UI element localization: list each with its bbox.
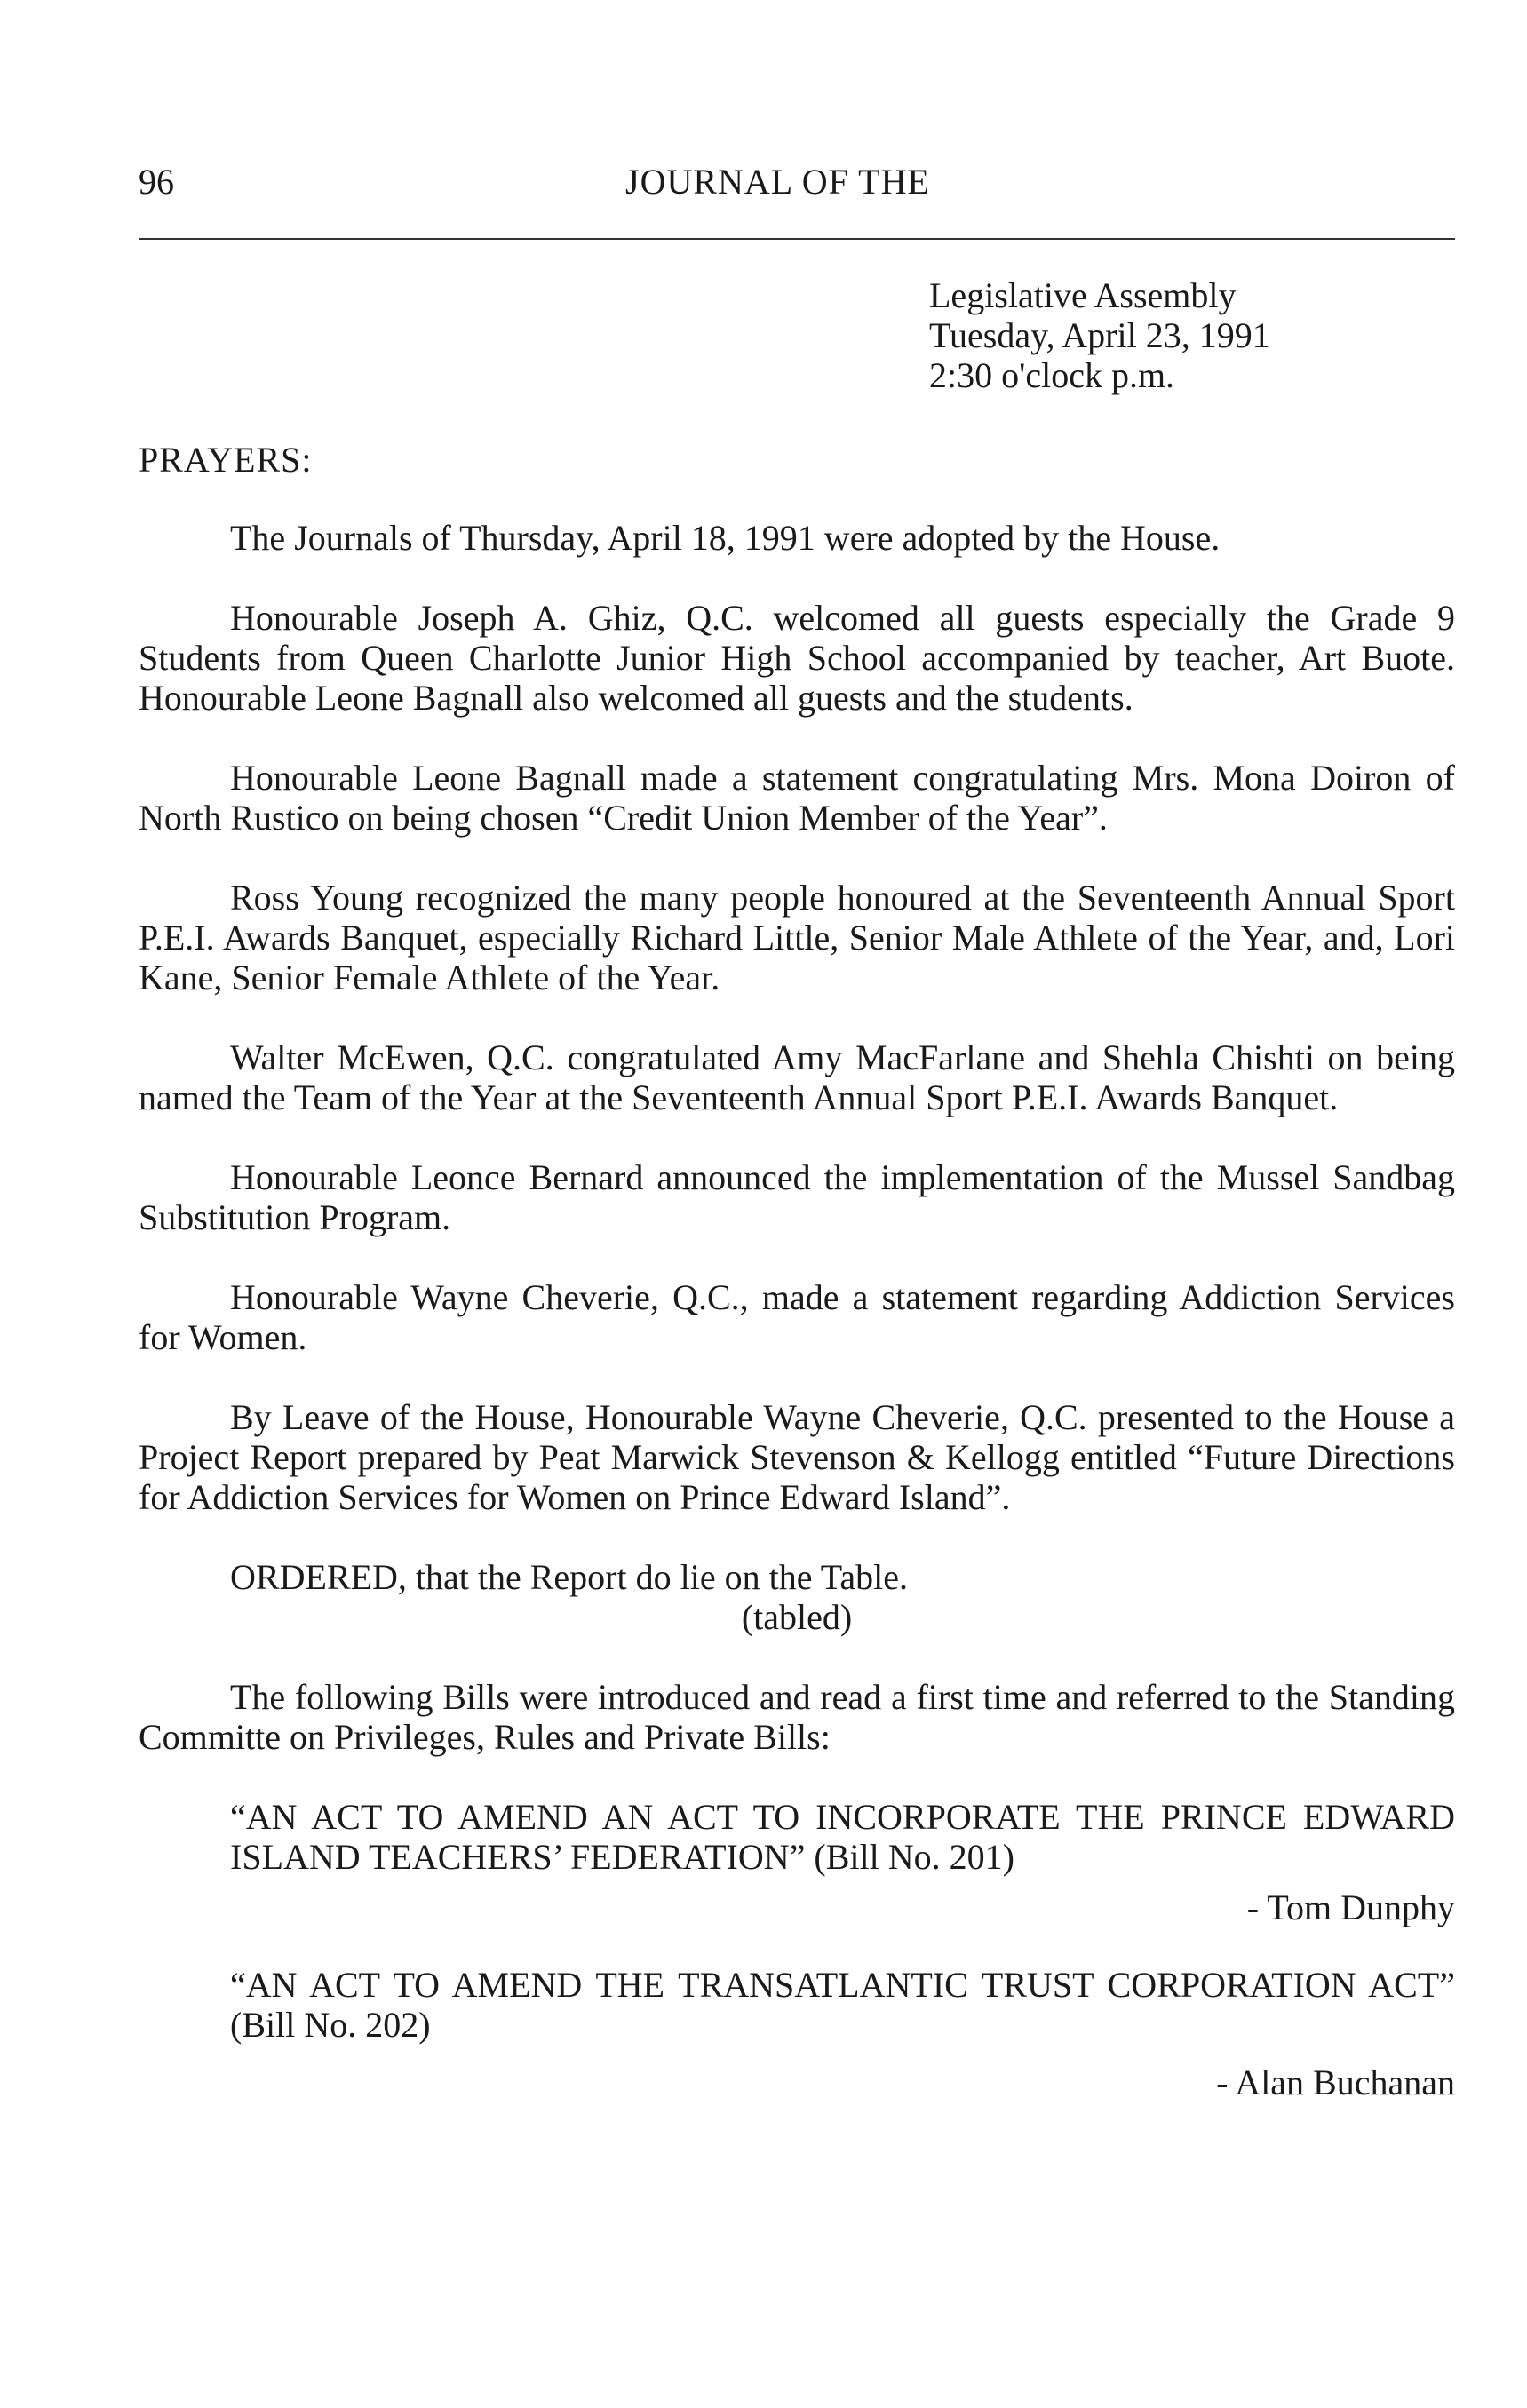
tabled-note: (tabled) xyxy=(741,1597,853,1637)
page-number: 96 xyxy=(139,162,174,202)
paragraph-project-report: By Leave of the House, Honourable Wayne Cheverie, Q.C. presented to the House a Project Report prepared by Peat Marwick Stevenson & Kellogg entitled “Future Directions for Addiction Services for Women on Prince Edward Island”. xyxy=(139,1397,1455,1517)
paragraph-bills-introduced: The following Bills were introduced and read a first time and referred to the Standing Committe on Privileges, Rules and Private Bills: xyxy=(139,1677,1455,1757)
bill-entry xyxy=(139,1797,1455,1927)
dateline-assembly: Legislative Assembly xyxy=(929,275,1237,315)
paragraph-ordered: ORDERED, that the Report do lie on the Table. xyxy=(230,1557,908,1597)
paragraph-credit-union-statement: Honourable Leone Bagnall made a statement congratulating Mrs. Mona Doiron of North Rustico on being chosen “Credit Union Member of the Year”. xyxy=(139,758,1455,838)
bill-sponsor: - Tom Dunphy xyxy=(1246,1887,1455,1927)
header-rule xyxy=(139,238,1455,240)
paragraph-welcome-guests: Honourable Joseph A. Ghiz, Q.C. welcomed all guests especially the Grade 9 Students from Queen Charlotte Junior High School accompanied by teacher, Art Buote. Honourable Leone Bagnall also welcomed all guests and the students. xyxy=(139,598,1455,718)
journal-body xyxy=(139,518,1455,2140)
paragraph-team-of-year: Walter McEwen, Q.C. congratulated Amy MacFarlane and Shehla Chishti on being named the Team of the Year at the Seventeenth Annual Sport P.E.I. Awards Banquet. xyxy=(139,1037,1455,1117)
page-header xyxy=(139,160,1453,204)
paragraph-sport-awards: Ross Young recognized the many people honoured at the Seventeenth Annual Sport P.E.I. Awards Banquet, especially Richard Little, Senior Male Athlete of the Year, and, Lori Kane, Senior Female Athlete of the Year. xyxy=(139,878,1455,997)
dateline-time: 2:30 o'clock p.m. xyxy=(929,355,1175,395)
paragraph-addiction-statement: Honourable Wayne Cheverie, Q.C., made a statement regarding Addiction Services for Women. xyxy=(139,1277,1455,1357)
running-head: JOURNAL OF THE xyxy=(625,162,930,202)
prayers-heading: PRAYERS: xyxy=(139,440,313,480)
dateline-date: Tuesday, April 23, 1991 xyxy=(929,315,1270,355)
dateline xyxy=(929,275,1270,395)
bill-sponsor: - Alan Buchanan xyxy=(1216,2062,1455,2102)
bill-title: “AN ACT TO AMEND AN ACT TO INCORPORATE THE PRINCE EDWARD ISLAND TEACHERS’ FEDERATION” (Bill No. 201) xyxy=(230,1797,1455,1877)
paragraph-journals-adopted: The Journals of Thursday, April 18, 1991 were adopted by the House. xyxy=(230,518,1221,558)
bill-entry xyxy=(139,1965,1455,2102)
bill-title: “AN ACT TO AMEND THE TRANSATLANTIC TRUST CORPORATION ACT” (Bill No. 202) xyxy=(230,1965,1455,2045)
paragraph-mussel-program: Honourable Leonce Bernard announced the implementation of the Mussel Sandbag Substitution Program. xyxy=(139,1157,1455,1237)
